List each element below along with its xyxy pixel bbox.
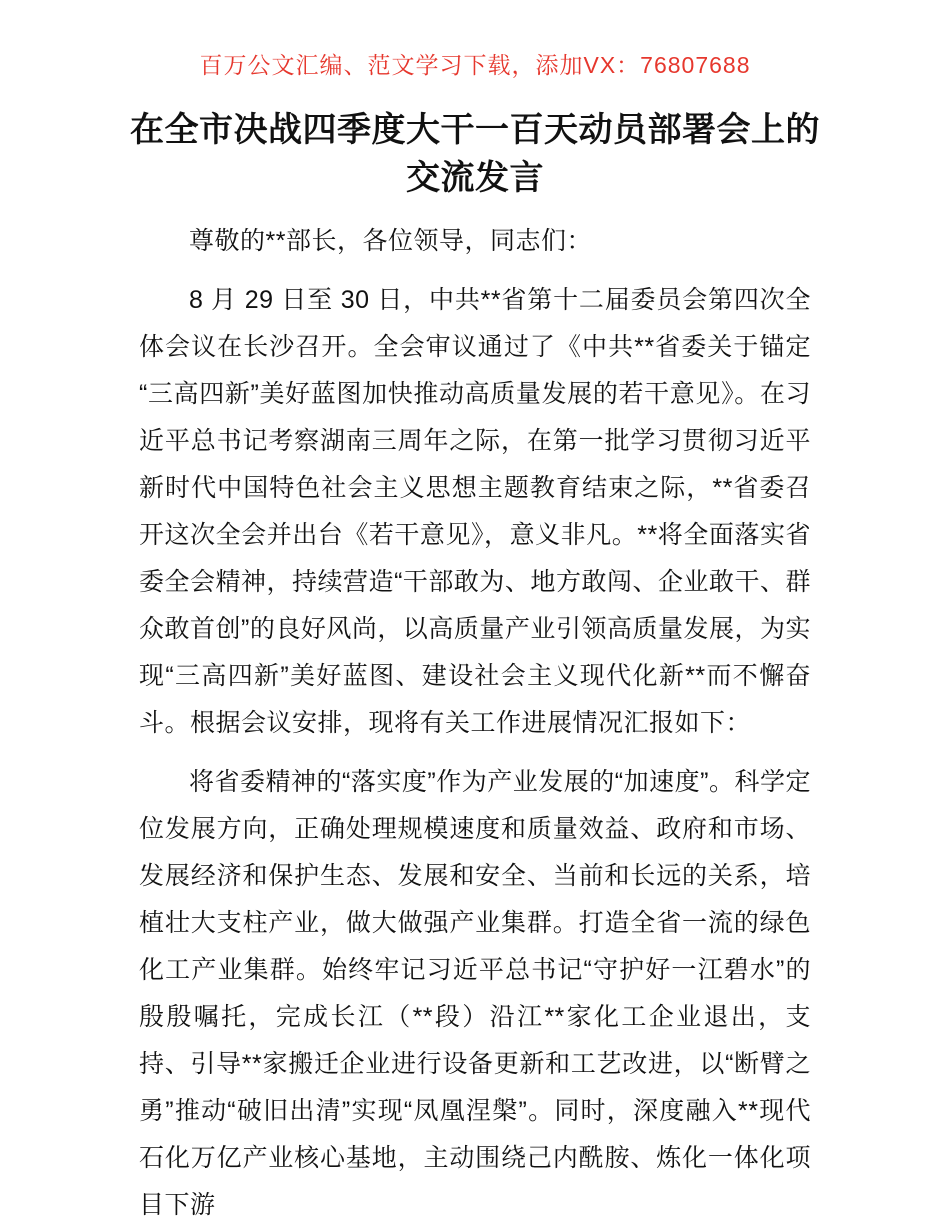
salutation-paragraph: 尊敬的**部长，各位领导，同志们： <box>189 227 592 255</box>
watermark-notice: 百万公文汇编、范文学习下载，添加VX：76807688 <box>199 52 751 78</box>
document-body <box>139 218 811 1229</box>
body-paragraph: 将省委精神的“落实度”作为产业发展的“加速度”。科学定位发展方向，正确处理规模速度和质量效益、政府和市场、发展经济和保护生态、发展和安全、当前和长远的关系，培植壮大支柱产业，做大做强产业集群。打造全省一流的绿色化工产业集群。始终牢记习近平总书记“守护好一江碧水”的殷殷嘱托，完成长江（**段）沿江**家化工企业退出，支持、引导**家搬迁企业进行设备更新和工艺改进，以“断臂之勇”推动“破旧出清”实现“凤凰涅槃”。同时，深度融入**现代石化万亿产业核心基地，主动围绕己内酰胺、炼化一体化项目下游 <box>139 768 811 1219</box>
document-title: 在全市决战四季度大干一百天动员部署会上的交流发言 <box>130 111 820 197</box>
body-paragraph: 8 月 29 日至 30 日，中共**省第十二届委员会第四次全体会议在长沙召开。全会审议通过了《中共**省委关于锚定“三高四新”美好蓝图加快推动高质量发展的若干意见》。在习近平总书记考察湖南三周年之际，在第一批学习贯彻习近平新时代中国特色社会主义思想主题教育结束之际，**省委召开这次全会并出台《若干意见》，意义非凡。**将全面落实省委全会精神，持续营造“干部敢为、地方敢闯、企业敢干、群众敢首创”的良好风尚，以高质量产业引领高质量发展，为实现“三高四新”美好蓝图、建设社会主义现代化新**而不懈奋斗。根据会议安排，现将有关工作进展情况汇报如下： <box>139 286 811 737</box>
